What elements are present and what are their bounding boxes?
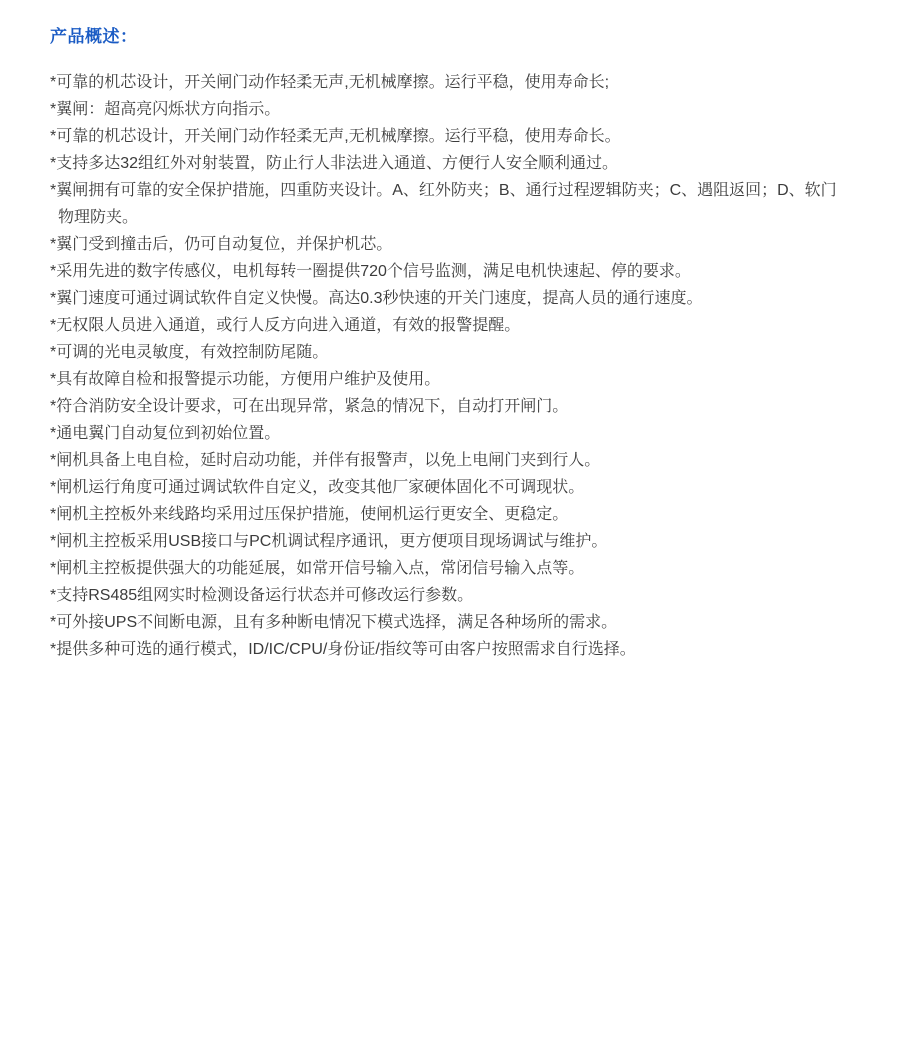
bullet-line: *闸机主控板外来线路均采用过压保护措施，使闸机运行更安全、更稳定。 bbox=[50, 506, 569, 523]
bullet-line: *闸机运行角度可通过调试软件自定义，改变其他厂家硬体固化不可调现状。 bbox=[50, 479, 585, 496]
bullet-line: *翼门受到撞击后，仍可自动复位，并保护机芯。 bbox=[50, 236, 393, 253]
page-title: 产品概述： bbox=[50, 27, 138, 46]
bullet-line: *通电翼门自动复位到初始位置。 bbox=[50, 425, 281, 442]
bullet-line: *可靠的机芯设计，开关闸门动作轻柔无声,无机械摩擦。运行平稳，使用寿命长。 bbox=[50, 128, 621, 145]
bullet-line: *符合消防安全设计要求，可在出现异常，紧急的情况下，自动打开闸门。 bbox=[50, 398, 569, 415]
bullet-line: *闸机具备上电自检，延时启动功能，并伴有报警声，以免上电闸门夹到行人。 bbox=[50, 452, 601, 469]
bullet-line: *翼闸拥有可靠的安全保护措施，四重防夹设计。A、红外防夹；B、通行过程逻辑防夹；C、遇阻返回；D、软门物理防夹。 bbox=[50, 182, 837, 226]
bullet-line: *采用先进的数字传感仪，电机每转一圈提供720个信号监测，满足电机快速起、停的要求。 bbox=[50, 263, 691, 280]
bullet-line: *闸机主控板提供强大的功能延展，如常开信号输入点，常闭信号输入点等。 bbox=[50, 560, 585, 577]
bullet-line: *可调的光电灵敏度，有效控制防尾随。 bbox=[50, 344, 329, 361]
bullet-line: *支持多达32组红外对射装置，防止行人非法进入通道、方便行人安全顺利通过。 bbox=[50, 155, 619, 172]
bullet-line: *提供多种可选的通行模式，ID/IC/CPU/身份证/指纹等可由客户按照需求自行选择。 bbox=[50, 641, 636, 658]
bullet-line: *无权限人员进入通道，或行人反方向进入通道，有效的报警提醒。 bbox=[50, 317, 521, 334]
bullet-line: *可外接UPS不间断电源，且有多种断电情况下模式选择，满足各种场所的需求。 bbox=[50, 614, 618, 631]
bullet-line: *具有故障自检和报警提示功能，方便用户维护及使用。 bbox=[50, 371, 441, 388]
bullet-list bbox=[50, 69, 842, 663]
bullet-line: *可靠的机芯设计，开关闸门动作轻柔无声,无机械摩擦。运行平稳，使用寿命长; bbox=[50, 74, 610, 91]
bullet-line: *支持RS485组网实时检测设备运行状态并可修改运行参数。 bbox=[50, 587, 474, 604]
bullet-line: *翼闸：超高亮闪烁状方向指示。 bbox=[50, 101, 281, 118]
bullet-line: *翼门速度可通过调试软件自定义快慢。高达0.3秒快速的开关门速度，提高人员的通行速度。 bbox=[50, 290, 703, 307]
bullet-line: *闸机主控板采用USB接口与PC机调试程序通讯，更方便项目现场调试与维护。 bbox=[50, 533, 608, 550]
